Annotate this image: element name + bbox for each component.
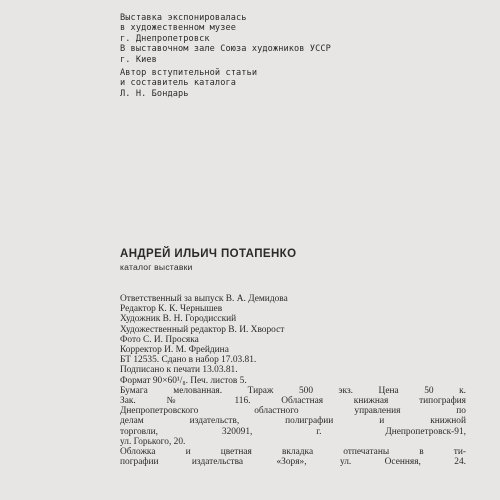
catalog-title: АНДРЕЙ ИЛЬИЧ ПОТАПЕНКО — [120, 248, 297, 260]
catalog-subtitle: каталог выставки — [120, 262, 193, 272]
imprint-line: БТ 12535. Сдано в набор 17.03.81. — [120, 355, 257, 366]
imprint-line: Днепропетровского областного управления по — [120, 406, 466, 417]
imprint-line: торговли, 320091, г. Днепропетровск-91, — [120, 426, 466, 437]
imprint-line: делам издательств, полиграфии и книжной — [120, 416, 466, 427]
author-info-line: Автор вступительной статьи — [120, 68, 258, 78]
imprint-line: Формат 90×60¹/₈. Печ. листов 5. — [120, 375, 247, 386]
imprint-line: ул. Горького, 20. — [120, 436, 186, 447]
imprint-line: Подписано к печати 13.03.81. — [120, 365, 238, 376]
imprint-line: Бумага мелованная. Тираж 500 экз. Цена 50 к. — [120, 385, 466, 396]
imprint-line: Художник В. Н. Городисский — [120, 314, 237, 325]
author-info-line: и составитель каталога — [120, 78, 237, 89]
author-info-line: Л. Н. Бондарь — [120, 88, 189, 99]
exhibition-info-line: г. Киев — [120, 54, 157, 65]
imprint-line: Корректор И. М. Фрейдина — [120, 345, 229, 356]
imprint-block — [120, 294, 466, 467]
exhibition-info-line: В выставочном зале Союза художников УССР — [120, 44, 331, 55]
imprint-line: Обложка и цветная вкладка отпечатаны в ти- — [120, 447, 466, 458]
exhibition-info-line: г. Днепропетровск — [120, 33, 210, 44]
imprint-line: Редактор К. К. Чернышев — [120, 304, 223, 315]
author-info — [120, 68, 257, 99]
exhibition-info-line: в художественном музее — [120, 23, 237, 34]
imprint-line: Фото С. И. Просяка — [120, 334, 199, 345]
imprint-line: Ответственный за выпуск В. А. Демидова — [120, 294, 288, 304]
imprint-line: Художественный редактор В. И. Хворост — [120, 324, 285, 335]
exhibition-info — [120, 13, 331, 65]
imprint-line: пографии издательства «Зоря», ул. Осенняя, 24. — [120, 457, 466, 468]
imprint-line: Зак. № 116. Областная книжная типография — [120, 396, 466, 407]
exhibition-info-line: Выставка экспонировалась — [120, 13, 247, 23]
